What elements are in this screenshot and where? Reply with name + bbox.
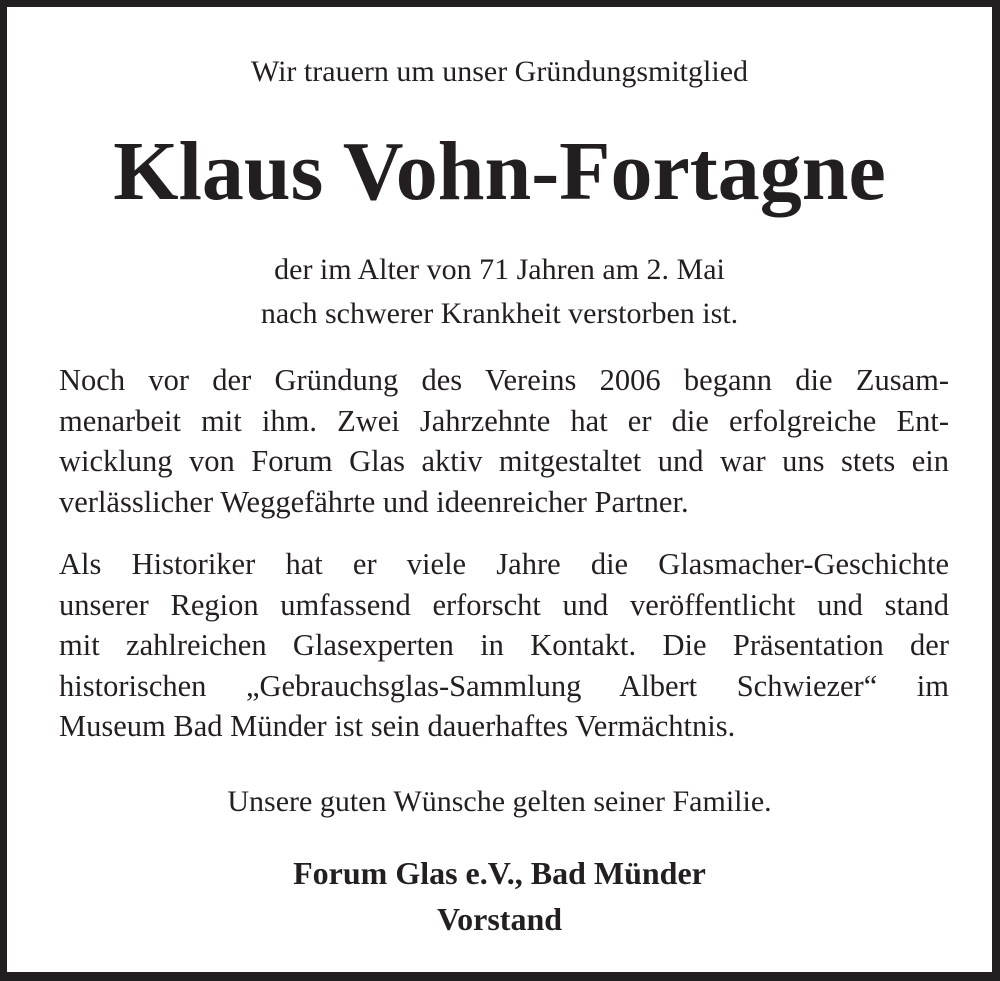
signature-organization: Forum Glas e.V., Bad Münder: [293, 855, 706, 891]
paragraph-line: wicklung von Forum Glas aktiv mitgestaltet und war uns stets ein: [59, 444, 949, 479]
paragraph-collaboration: [59, 360, 949, 522]
subtitle-line-1: der im Alter von 71 Jahren am 2. Mai: [274, 253, 725, 286]
subtitle-line-2: nach schwerer Krankheit verstorben ist.: [260, 297, 739, 330]
paragraph-line: unserer Region umfassend erforscht und veröffentlicht und stand: [59, 587, 949, 622]
deceased-name-heading: Klaus Vohn-Fortagne: [113, 125, 886, 218]
paragraph-line: verlässlicher Weggefährte und ideenreicher Partner.: [59, 484, 689, 519]
paragraph-line: Museum Bad Münder ist sein dauerhaftes Vermächtnis.: [59, 709, 736, 744]
signature-role: Vorstand: [436, 901, 563, 937]
paragraph-line: Noch vor der Gründung des Vereins 2006 begann die Zusam-: [59, 363, 949, 397]
paragraph-historian: [59, 544, 949, 747]
closing-text: Unsere guten Wünsche gelten seiner Familie.: [227, 785, 772, 818]
intro-text: Wir trauern um unser Gründungsmitglied: [250, 55, 749, 88]
paragraph-line: mit zahlreichen Glasexperten in Kontakt. Die Präsentation der: [59, 628, 949, 663]
paragraph-line: menarbeit mit ihm. Zwei Jahrzehnte hat er die erfolgreiche Ent-: [59, 403, 949, 438]
paragraph-line: Als Historiker hat er viele Jahre die Glasmacher-Geschichte: [59, 547, 949, 581]
paragraph-line: historischen „Gebrauchsglas-Sammlung Albert Schwiezer“ im: [59, 668, 949, 703]
